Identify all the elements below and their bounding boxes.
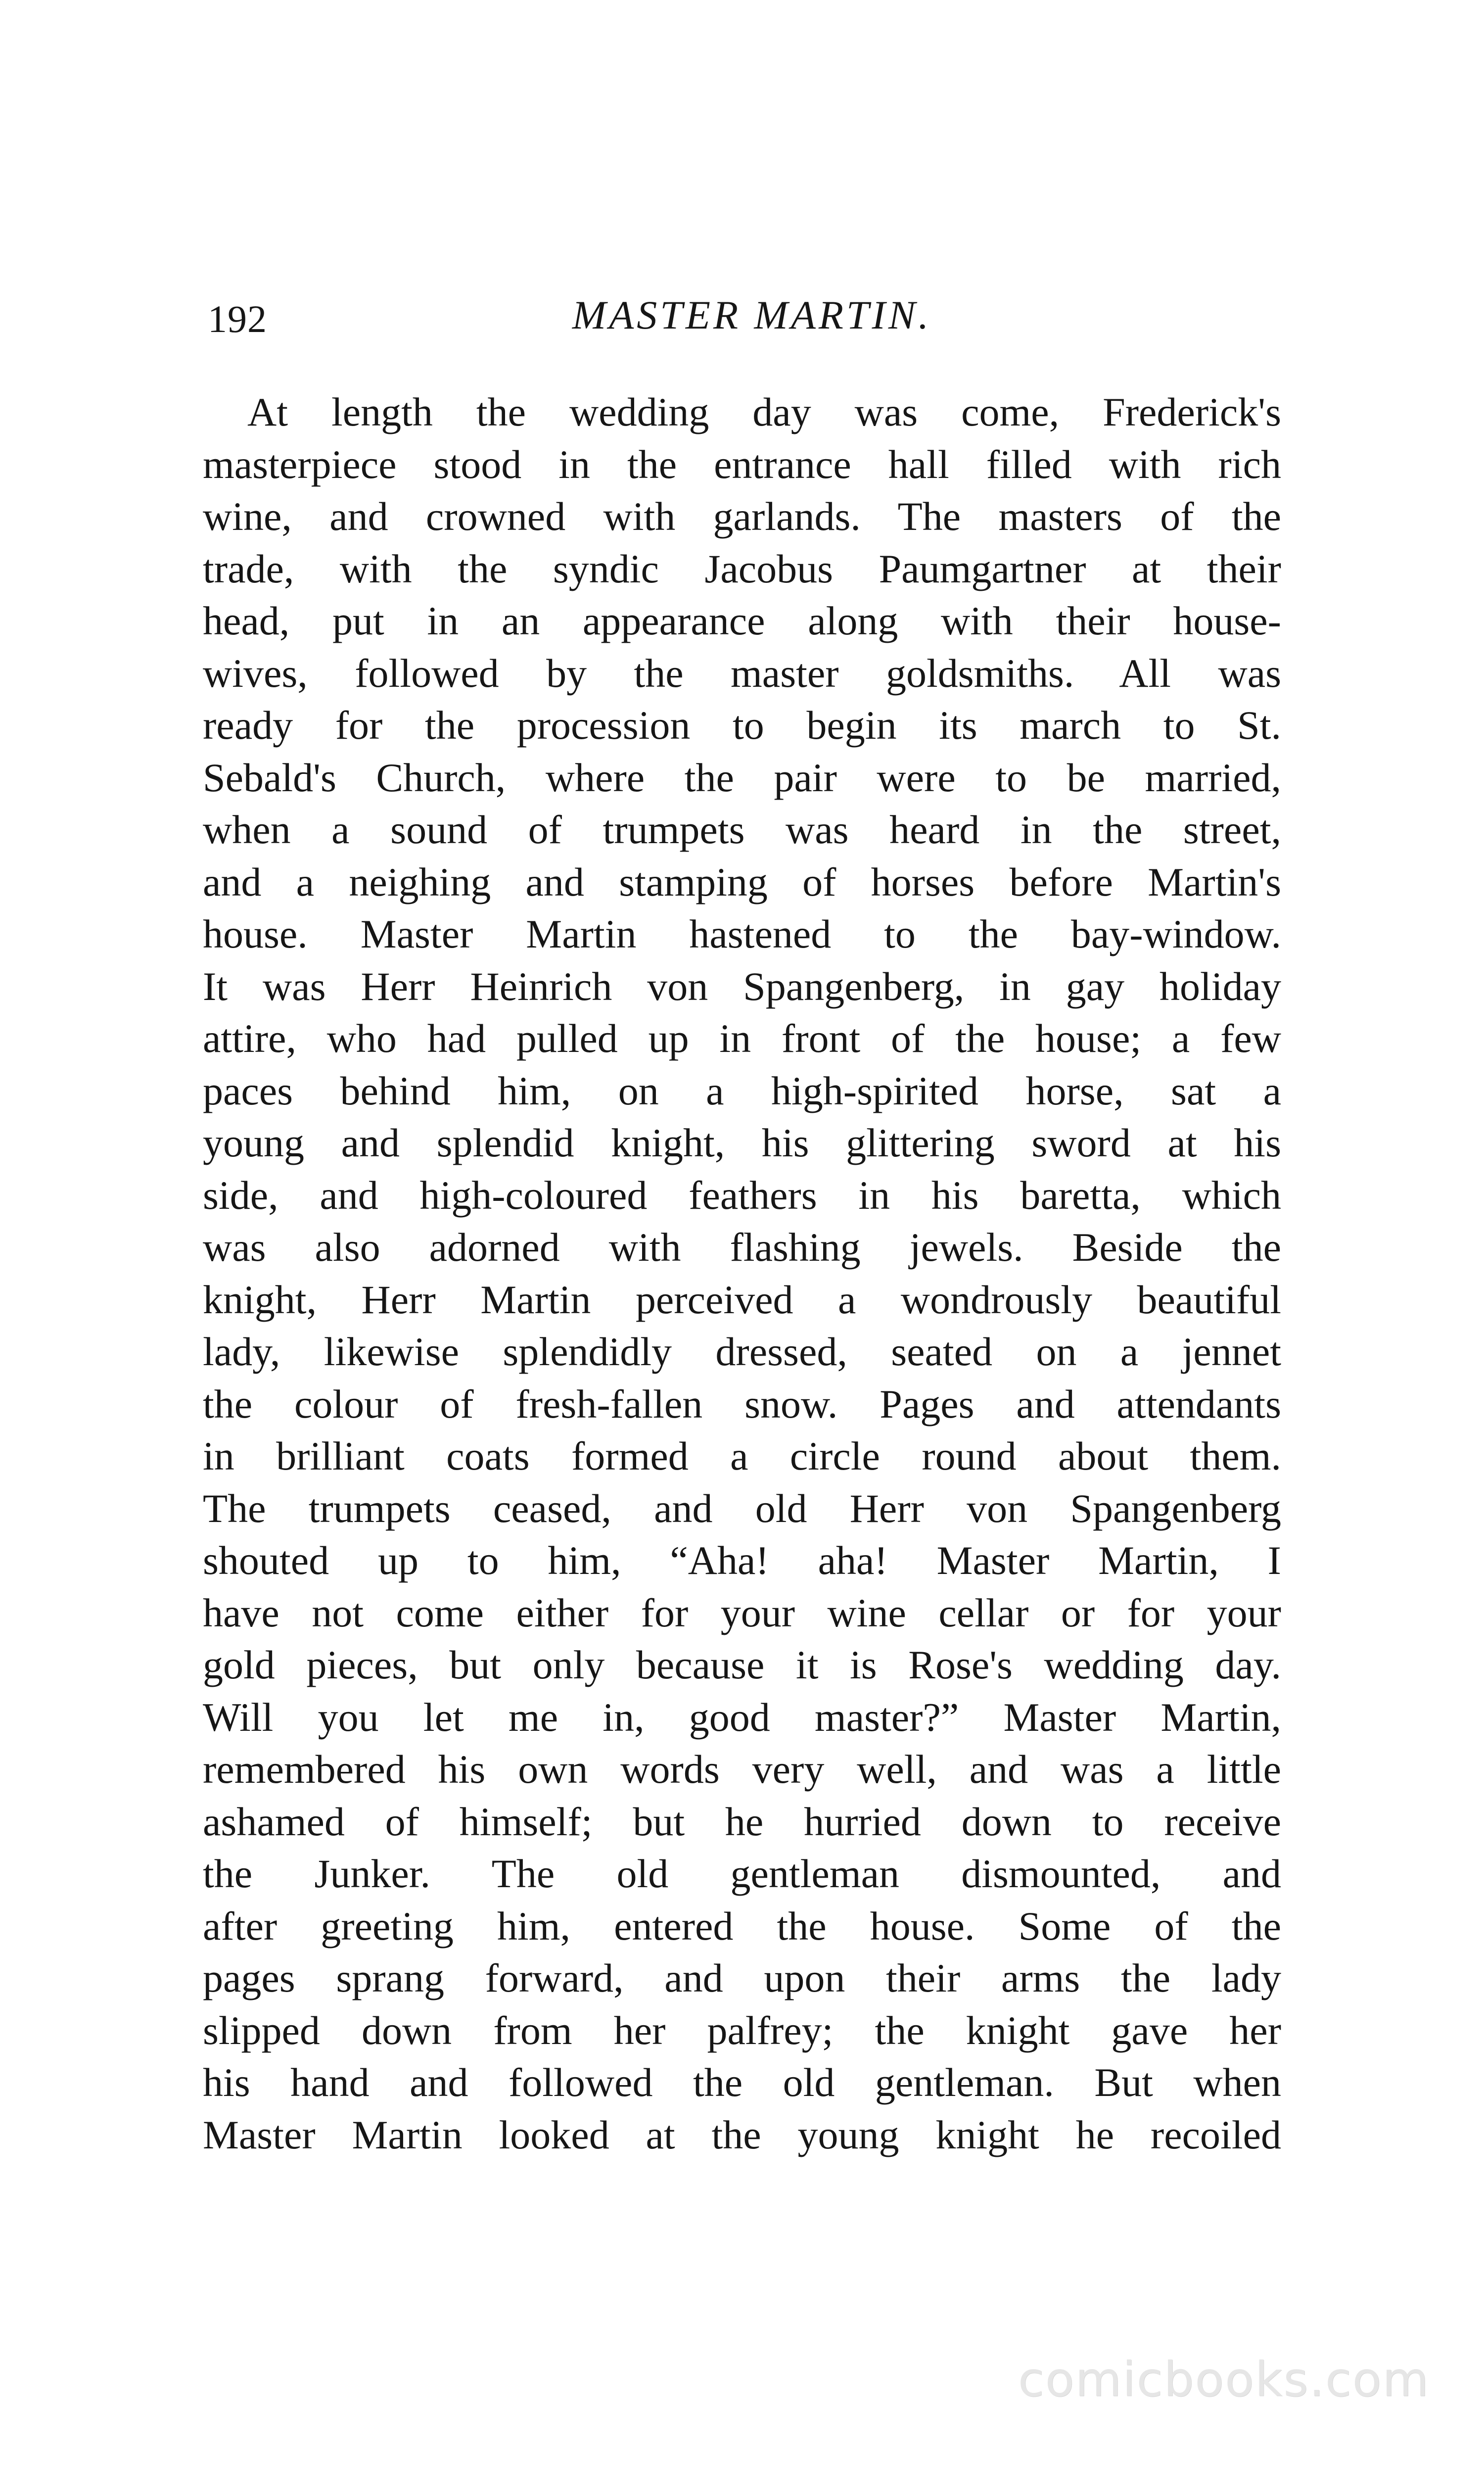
text-line: attire, who had pulled up in front of the house; a few xyxy=(203,1016,1281,1061)
text-line: gold pieces, but only because it is Rose's wedding day. xyxy=(203,1642,1281,1687)
text-line: shouted up to him, “Aha! aha! Master Martin, I xyxy=(203,1538,1281,1583)
text-line: lady, likewise splendidly dressed, seated on a jennet xyxy=(203,1329,1281,1374)
text-line: side, and high-coloured feathers in his baretta, which xyxy=(203,1172,1281,1218)
text-line: Will you let me in, good master?” Master Martin, xyxy=(203,1694,1281,1740)
text-line: knight, Herr Martin perceived a wondrously beautiful xyxy=(203,1277,1281,1322)
watermark: comicbooks.com xyxy=(1018,2352,1430,2407)
text-line: head, put in an appearance along with their house- xyxy=(203,598,1281,643)
running-head xyxy=(208,292,1296,341)
text-line: wine, and crowned with garlands. The masters of the xyxy=(203,494,1281,539)
text-line: ashamed of himself; but he hurried down to receive xyxy=(203,1799,1281,1844)
text-line: the colour of fresh-fallen snow. Pages and attendants xyxy=(203,1381,1281,1427)
text-line: in brilliant coats formed a circle round about them. xyxy=(203,1433,1281,1478)
text-line: was also adorned with flashing jewels. Beside the xyxy=(203,1225,1281,1270)
text-line: young and splendid knight, his glittering sword at his xyxy=(203,1120,1281,1165)
text-line: have not come either for your wine cellar or for your xyxy=(203,1590,1281,1635)
running-title: MASTER MARTIN. xyxy=(572,292,932,337)
text-line: The trumpets ceased, and old Herr von Spangenberg xyxy=(203,1485,1281,1531)
text-line: Master Martin looked at the young knight he recoiled xyxy=(203,2112,1281,2157)
text-line: and a neighing and stamping of horses before Martin's xyxy=(203,859,1281,904)
text-line: wives, followed by the master goldsmiths. All was xyxy=(203,650,1281,696)
text-line: masterpiece stood in the entrance hall filled with rich xyxy=(203,441,1281,487)
page-number: 192 xyxy=(208,297,267,340)
text-line: paces behind him, on a high-spirited horse, sat a xyxy=(203,1068,1281,1113)
text-line: the Junker. The old gentleman dismounted, and xyxy=(203,1851,1281,1896)
text-line: ready for the procession to begin its march to St. xyxy=(203,703,1281,748)
text-line: remembered his own words very well, and was a little xyxy=(203,1747,1281,1792)
text-line: slipped down from her palfrey; the knight gave her xyxy=(203,2007,1281,2053)
body-text xyxy=(203,386,1281,2161)
text-line: pages sprang forward, and upon their arms the lady xyxy=(203,1955,1281,2000)
text-line: It was Herr Heinrich von Spangenberg, in gay holiday xyxy=(203,963,1281,1009)
text-line: after greeting him, entered the house. Some of the xyxy=(203,1903,1281,1949)
text-line: Sebald's Church, where the pair were to be married, xyxy=(203,755,1281,800)
text-line: his hand and followed the old gentleman. But when xyxy=(203,2060,1281,2105)
text-line: when a sound of trumpets was heard in the street, xyxy=(203,807,1281,852)
text-line: At length the wedding day was come, Frederick's xyxy=(247,389,1281,434)
text-line: house. Master Martin hastened to the bay-window. xyxy=(203,911,1281,956)
text-line: trade, with the syndic Jacobus Paumgartner at their xyxy=(203,546,1281,591)
